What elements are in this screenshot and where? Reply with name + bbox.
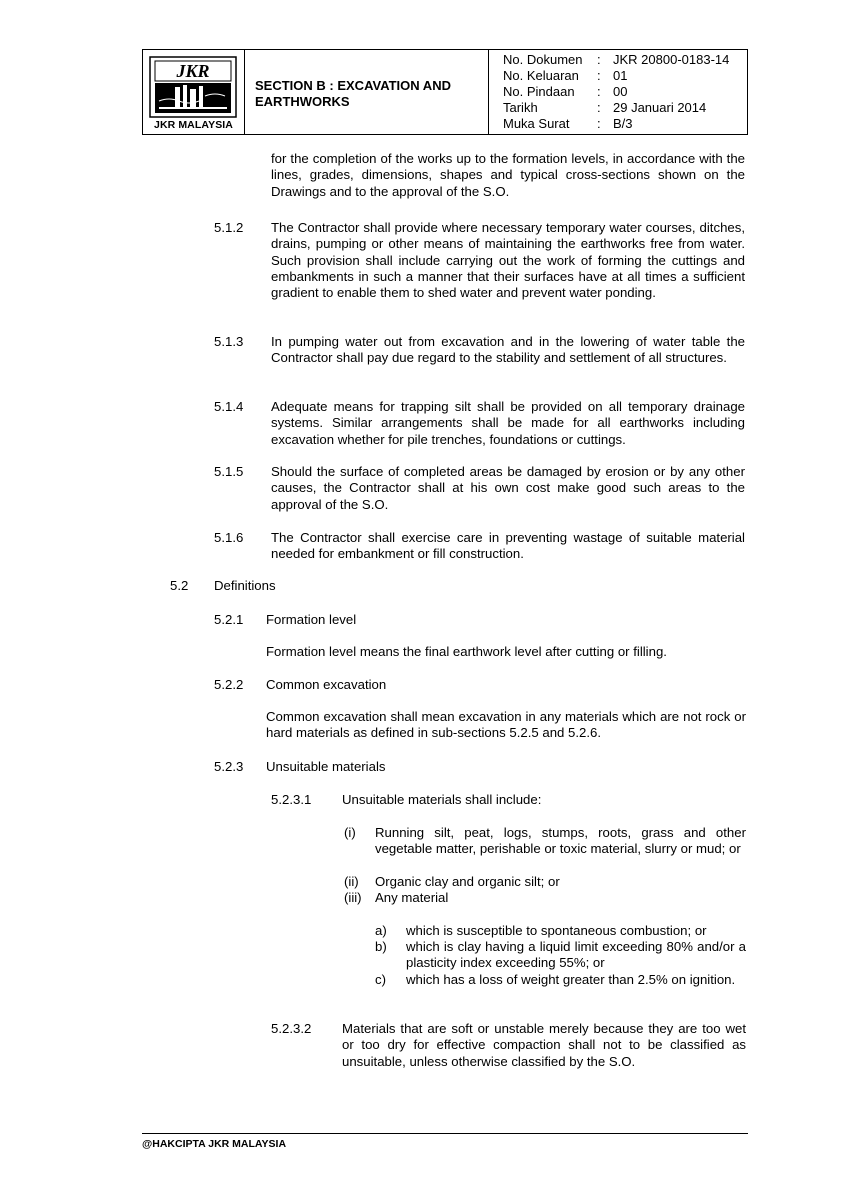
clause-text: Adequate means for trapping silt shall be provided on all temporary drainage systems. Similar arrangements shall be made for all earthworks including excavation whether for pile trenches, foundations or cuttings.: [271, 399, 745, 447]
definition-text: Common excavation shall mean excavation in any materials which are not rock or hard materials as defined in sub-sections 5.2.5 and 5.2.6.: [266, 709, 746, 741]
clause-number: 5.1.6: [214, 530, 244, 545]
subsection-number: 5.2.2: [214, 677, 244, 692]
clause-number: 5.2.3.2: [271, 1021, 312, 1036]
subsection-number: 5.2.1: [214, 612, 244, 627]
section-title-cell: [245, 50, 489, 134]
meta-label: Tarikh: [503, 100, 538, 115]
list-marker: c): [375, 972, 386, 987]
document-meta: No. Dokumen : JKR 20800-0183-14 No. Keluaran : 01 No. Pindaan : 00 Tarikh : 29 Januari 2014 Muka Surat : B/3: [503, 52, 730, 131]
clause-text: Materials that are soft or unstable merely because they are too wet or too dry for effective compaction shall not to be classified as unsuitable, unless otherwise classified by the S.O.: [342, 1021, 746, 1069]
logo-text: JKR: [176, 61, 210, 81]
section-title: SECTION B : EXCAVATION AND EARTHWORKS: [255, 78, 451, 109]
meta-value: JKR 20800-0183-14: [613, 52, 730, 67]
logo-caption: JKR MALAYSIA: [154, 119, 233, 131]
logo-cell: [143, 50, 245, 134]
jkr-logo: [149, 56, 237, 118]
subsection-number: 5.2.3: [214, 759, 244, 774]
meta-label: No. Pindaan: [503, 84, 575, 99]
subsection-heading: Unsuitable materials: [266, 759, 386, 774]
subsection-heading: Common excavation: [266, 677, 387, 692]
list-marker: (i): [344, 825, 356, 840]
document-header: [142, 49, 748, 135]
meta-label: Muka Surat: [503, 116, 570, 131]
clause-number: 5.1.2: [214, 220, 244, 235]
footer-divider: [142, 1133, 748, 1134]
clause-number: 5.2.3.1: [271, 792, 312, 807]
clause-text: The Contractor shall provide where necessary temporary water courses, ditches, drains, pumping or other means of maintaining the earthworks free from water. Such provision shall include carrying out the work of forming the cuttings and embankments in such a manner that their surfaces have at all times a sufficient gradient to enable them to shed water and prevent water ponding.: [271, 220, 745, 301]
section-heading: Definitions: [214, 578, 276, 593]
clause-text: Unsuitable materials shall include:: [342, 792, 542, 807]
meta-value: 00: [613, 84, 628, 99]
list-item: Running silt, peat, logs, stumps, roots, grass and other vegetable matter, perishable or toxic material, slurry or mud; or: [375, 825, 746, 857]
list-item: Any material: [375, 890, 449, 905]
list-item: which has a loss of weight greater than 2.5% on ignition.: [406, 972, 736, 987]
list-marker: (iii): [344, 890, 362, 905]
clause-number: 5.1.3: [214, 334, 244, 349]
list-marker: (ii): [344, 874, 359, 889]
meta-label: No. Keluaran: [503, 68, 579, 83]
meta-value: B/3: [613, 116, 633, 131]
meta-label: No. Dokumen: [503, 52, 583, 67]
list-marker: b): [375, 939, 387, 954]
list-item: which is susceptible to spontaneous combustion; or: [406, 923, 707, 938]
clause-text: The Contractor shall exercise care in preventing wastage of suitable material needed for embankment or fill construction.: [271, 530, 745, 562]
meta-value: 01: [613, 68, 628, 83]
clause-number: 5.1.5: [214, 464, 244, 479]
clause-number: 5.1.4: [214, 399, 244, 414]
intro-paragraph: for the completion of the works up to the formation levels, in accordance with the lines, grades, dimensions, shapes and typical cross-sections shown on the Drawings and to the approval of the S.O.: [271, 151, 745, 199]
list-marker: a): [375, 923, 387, 938]
subsection-heading: Formation level: [266, 612, 357, 627]
clause-text: In pumping water out from excavation and in the lowering of water table the Contractor shall pay due regard to the stability and settlement of all structures.: [271, 334, 745, 366]
meta-value: 29 Januari 2014: [613, 100, 707, 115]
list-item: Organic clay and organic silt; or: [375, 874, 560, 889]
section-number: 5.2: [170, 578, 189, 593]
footer-copyright: @HAKCIPTA JKR MALAYSIA: [142, 1138, 287, 1150]
list-item: which is clay having a liquid limit exceeding 80% and/or a plasticity index exceeding 55%; or: [406, 939, 746, 971]
definition-text: Formation level means the final earthwork level after cutting or filling.: [266, 644, 667, 659]
clause-text: Should the surface of completed areas be damaged by erosion or by any other causes, the Contractor shall at his own cost make good such areas to the approval of the S.O.: [271, 464, 745, 512]
